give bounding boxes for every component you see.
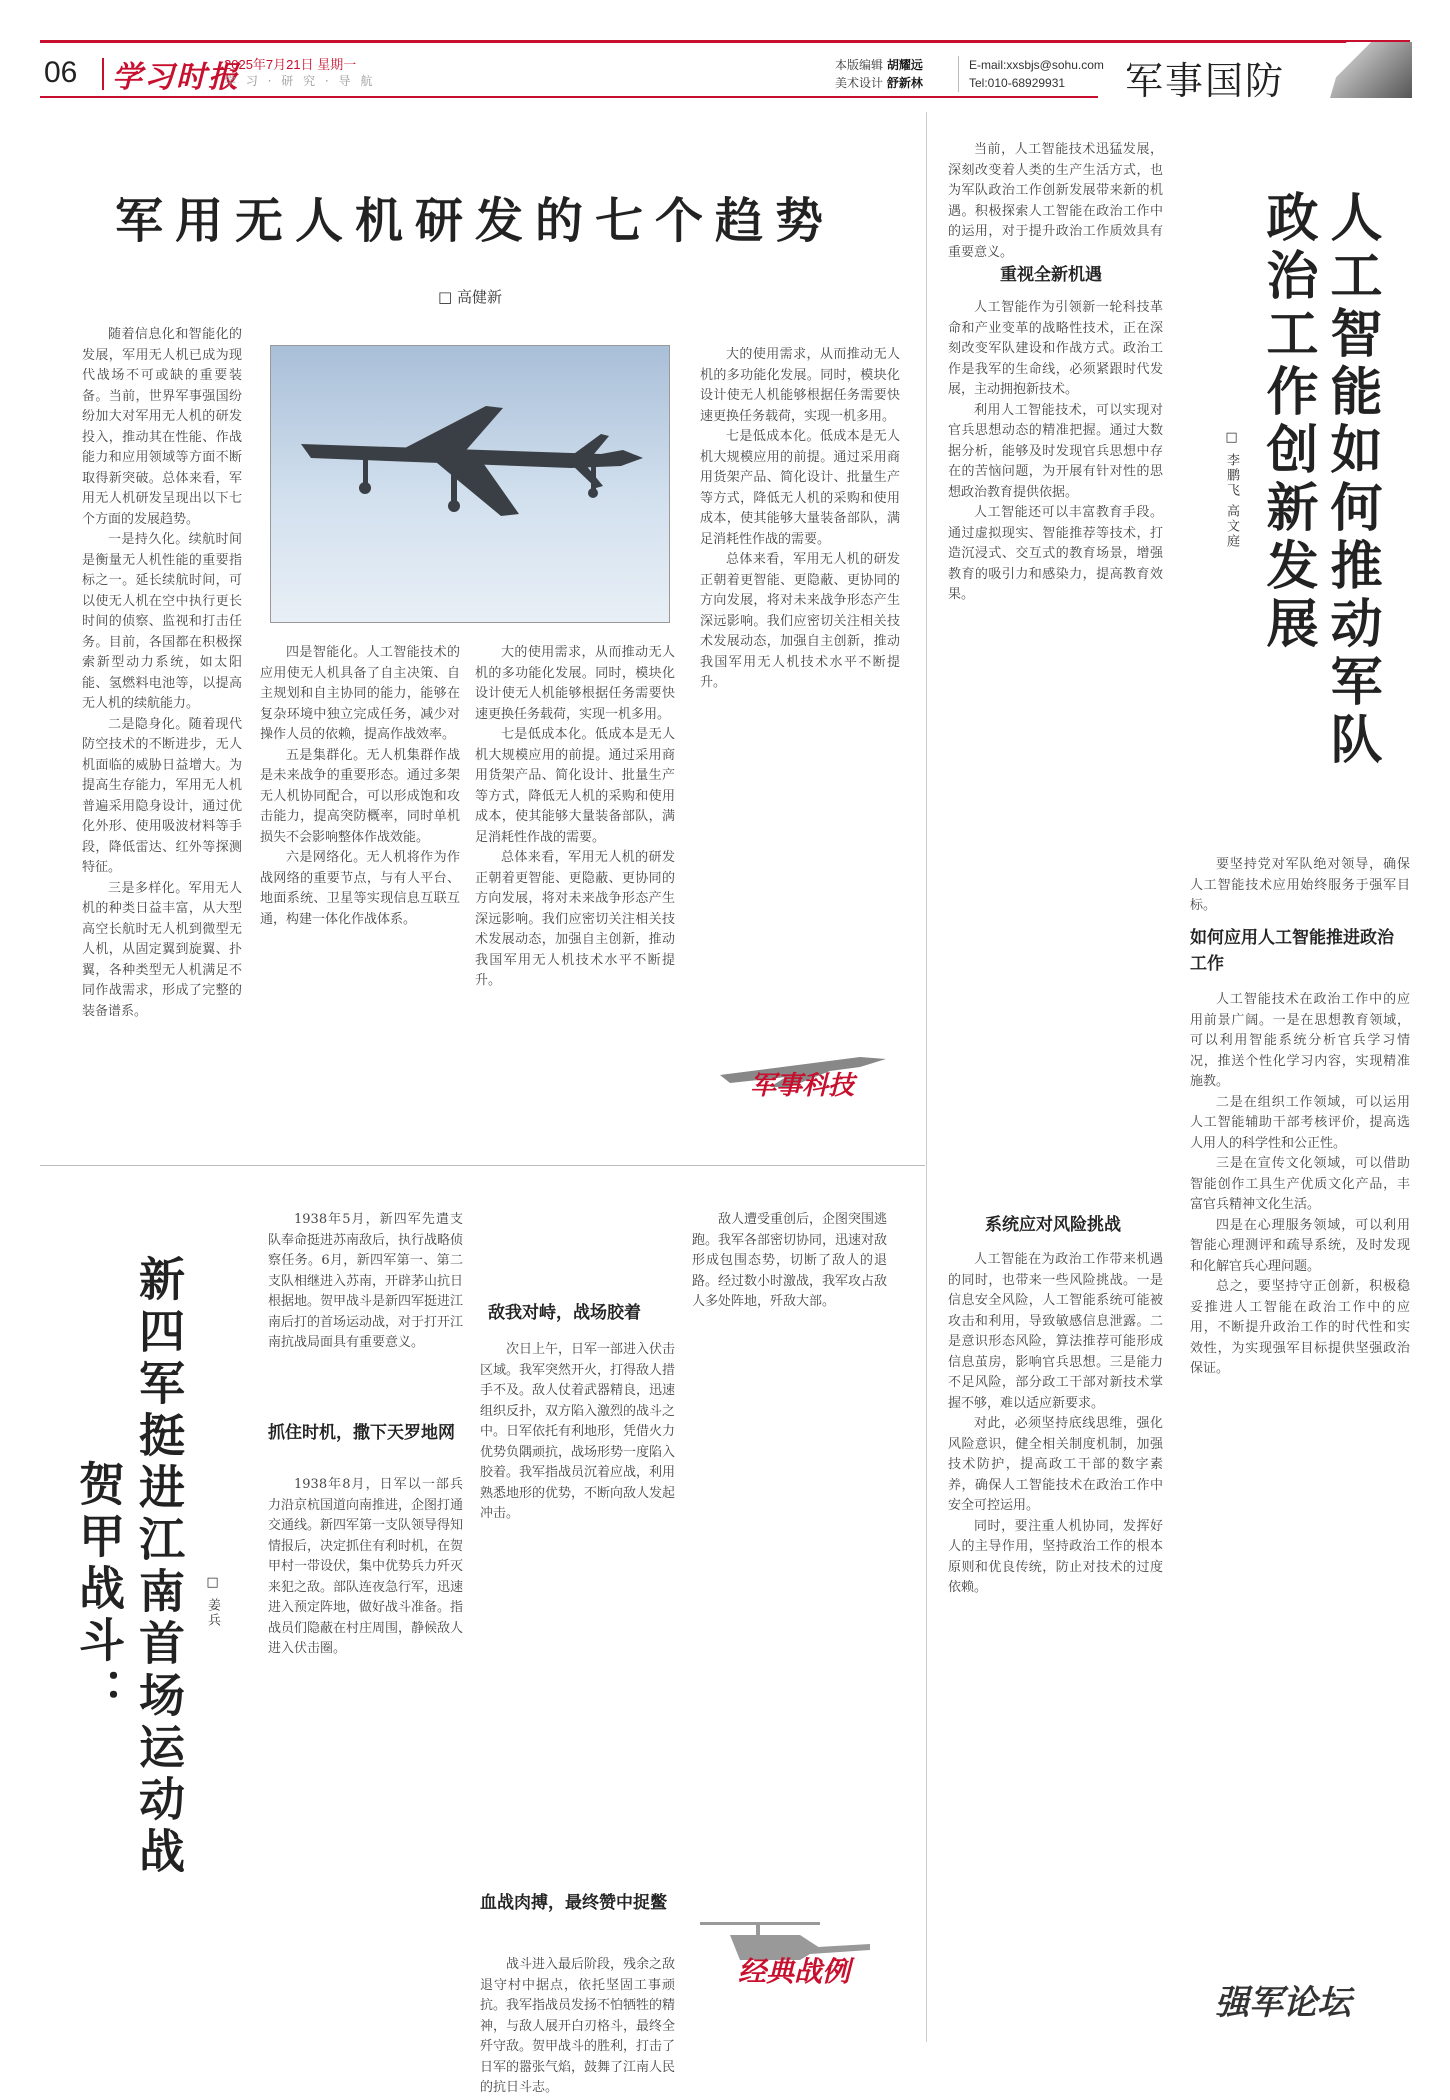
- editor-name: 胡耀远: [886, 58, 923, 72]
- article-n4a-subhead-3: 血战肉搏，最终赞中捉鳖: [480, 1893, 667, 1913]
- article-drone-byline: □ 高健新: [438, 288, 502, 306]
- article-drone-title: 军用无人机研发的七个趋势: [115, 193, 836, 249]
- section-title: 军事国防: [1125, 59, 1286, 103]
- article-ai-intro: 当前，人工智能技术迅猛发展，深刻改变着人类的生产生活方式，也为军队政治工作创新发展带来新的机遇。积极探索人工智能在政治工作中的运用，对于提升政治工作质效具有重要意义。: [948, 142, 1163, 260]
- article-n4a-col3: 敌人遭受重创后，企图突围逃跑。我军各部密切协同，迅速对敌形成包围态势，切断了敌人的退路。经过数小时激战，我军攻占敌人多处阵地，歼敌大部。: [692, 1212, 888, 1309]
- article-drone-col2b: 大的使用需求，从而推动无人机的多功能化发展。同时，模块化设计使无人机能够根据任务需要快速更换任务载荷，实现一机多用。 七是低成本化。低成本是无人机大规模应用的前提。通过采用商用货架产品、简化设计、批量生产等方式，降低无人机的采购和使用成本，使其能够大量装备部队，满足消耗性作战的需要。 总体来看，军用无人机的研发正朝着更智能、更隐蔽、更协同的方向发展，将对未来战争形态产生深远影响。我们应密切关注相关技术发展动态，加强自主创新，推动我国军用无人机技术水平不断提升。: [475, 645, 675, 988]
- masthead-slogan: 学 习 · 研 究 · 导 航: [224, 74, 376, 88]
- article-n4a-title: 新四军挺进江南首场运动战: [132, 1255, 186, 1879]
- article-ai-subhead-2: 系统应对风险挑战: [985, 1215, 1121, 1235]
- editor-label: 本版编辑: [835, 58, 884, 72]
- article-drone-col1: 随着信息化和智能化的发展，军用无人机已成为现代战场不可或缺的重要装备。当前，世界军事强国纷纷加大对军用无人机的研发投入，推动其在性能、作战能力和应用领域等方面不断取得新突破。总体来看，军用无人机研发呈现出以下七个方面的发展趋势。 一是持久化。续航时间是衡量无人机性能的重要指标之一。延长续航时间，可以使无人机在空中执行更长时间的侦察、监视和打击任务。目前，各国都在积极探索新型动力系统，如太阳能、氢燃料电池等，以提高无人机的续航能力。 二是隐身化。随着现代防空技术的不断进步，无人机面临的威胁日益增大。为提高生存能力，军用无人机普遍采用隐身设计，通过优化外形、使用吸波材料等手段，降低雷达、红外等探测特征。 三是多样化。军用无人机的种类日益丰富，从大型高空长航时无人机到微型无人机，从固定翼到旋翼、扑翼，各种类型无人机满足不同作战需求，形成了完整的装备谱系。: [82, 327, 242, 1019]
- drone-silhouette-icon: [271, 346, 671, 624]
- designer-label: 美术设计: [835, 76, 884, 90]
- issue-date: 2025年7月21日 星期一: [224, 57, 357, 72]
- article-ai-col2-top: 要坚持党对军队绝对领导，确保人工智能技术应用始终服务于强军目标。: [1190, 857, 1410, 913]
- article-n4a-intro: 1938年5月，新四军先遣支队奉命挺进苏南敌后，执行战略侦察任务。6月，新四军第一、第二支队相继进入苏南，开辟茅山抗日根据地。贺甲战斗是新四军挺进江南后打的首场运动战，对于打开江南抗战局面具有重要意义。: [268, 1212, 464, 1350]
- article-n4a-body-3: 战斗进入最后阶段，残余之敌退守村中据点，依托坚固工事顽抗。我军指战员发扬不怕牺牲的精神，与敌人展开白刃格斗，最终全歼守敌。贺甲战斗的胜利，打击了日军的嚣张气焰，鼓舞了江南人民的抗日斗志。: [480, 1957, 676, 2095]
- military-tech-logo-text: 军事科技: [750, 1071, 855, 1101]
- article-ai-subhead-3: 如何应用人工智能推进政治工作: [1190, 928, 1394, 974]
- article-n4a-subtitle: 贺甲战斗：: [72, 1460, 126, 1720]
- header-bottom-rule: [40, 96, 1098, 98]
- article-ai-title: 人工智能如何推动军队政治工作创新发展: [1257, 190, 1382, 770]
- contact-email[interactable]: E-mail:xxsbjs@sohu.com: [969, 58, 1104, 72]
- column-divider: [926, 112, 927, 2042]
- contact-info: [958, 56, 1104, 92]
- header-top-rule: [40, 40, 1410, 43]
- header-divider: [102, 58, 104, 90]
- military-tech-logo: [710, 1035, 890, 1105]
- drone-photo: [270, 345, 670, 623]
- article-n4a-subhead-1: 抓住时机，撒下天罗地网: [268, 1423, 455, 1443]
- article-drone-col2: 四是智能化。人工智能技术的应用使无人机具备了自主决策、自主规划和自主协同的能力，能够在复杂环境中独立完成任务，减少对操作人员的依赖，提高作战效率。 五是集群化。无人机集群作战是未来战争的重要形态。通过多架无人机协同配合，可以形成饱和攻击能力，提高突防概率，同时单机损失不会影响整体作战效能。 六是网络化。无人机将作为作战网络的重要节点，与有人平台、地面系统、卫星等实现信息互联互通，构建一体化作战体系。: [260, 645, 460, 927]
- masthead-logo: 学习时报: [112, 60, 240, 95]
- designer-name: 舒新林: [886, 76, 923, 90]
- article-ai-body-1: 人工智能作为引领新一轮科技革命和产业变革的战略性技术，正在深刻改变军队建设和作战方式。政治工作是我军的生命线，必须紧跟时代发展，主动拥抱新技术。 利用人工智能技术，可以实现对官兵思想动态的精准把握。通过大数据分析，能够及时发现官兵思想中存在的苦恼问题，为开展有针对性的思想政治教育提供依据。 人工智能还可以丰富教育手段。通过虚拟现实、智能推荐等技术，打造沉浸式、交互式的教育场景，增强教育的吸引力和感染力，提高教育效果。: [948, 300, 1163, 602]
- strong-army-forum-logo-text: 强军论坛: [1215, 1983, 1351, 2023]
- editor-credits: [835, 56, 923, 92]
- article-ai-byline: □ 李鹏飞 高文庭: [1224, 430, 1239, 550]
- classic-battles-logo: [690, 1910, 890, 1990]
- article-ai-subhead-1: 重视全新机遇: [1000, 265, 1102, 285]
- article-ai-body-3: 人工智能技术在政治工作中的应用前景广阔。一是在思想教育领域，可以利用智能系统分析官兵学习情况，推送个性化学习内容，实现精准施教。 二是在组织工作领域，可以运用人工智能辅助干部考核评价，提高选人用人的科学性和公正性。 三是在宣传文化领域，可以借助智能创作工具生产优质文化产品，丰富官兵精神文化生活。 四是在心理服务领域，可以利用智能心理测评和疏导系统，及时发现和化解官兵心理问题。 总之，要坚持守正创新，积极稳妥推进人工智能在政治工作中的应用，不断提升政治工作的时代性和实效性，为实现强军目标提供坚强政治保证。: [1190, 992, 1410, 1376]
- article-n4a-byline: □ 姜兵: [205, 1575, 220, 1629]
- classic-battles-logo-text: 经典战例: [738, 1955, 851, 1988]
- page-number: 06: [44, 56, 78, 89]
- section-decoration-icon: [1330, 42, 1412, 98]
- article-ai-body-2: 人工智能在为政治工作带来机遇的同时，也带来一些风险挑战。一是信息安全风险，人工智能系统可能被攻击和利用，导致敏感信息泄露。二是意识形态风险，算法推荐可能形成信息茧房，影响官兵思想。三是能力不足风险，部分政工干部对新技术掌握不够，难以适应新要求。 对此，必须坚持底线思维，强化风险意识，健全相关制度机制，加强技术防护，提高政工干部的数字素养，确保人工智能技术在政治工作中安全可控运用。 同时，要注重人机协同，发挥好人的主导作用，坚持政治工作的根本原则和优良传统，防止对技术的过度依赖。: [948, 1252, 1163, 1595]
- strong-army-forum-logo: [1215, 1965, 1385, 2035]
- article-n4a-body-2: 次日上午，日军一部进入伏击区域。我军突然开火，打得敌人措手不及。敌人仗着武器精良，迅速组织反扑，双方陷入激烈的战斗之中。日军依托有利地形，凭借火力优势负隅顽抗，战场形势一度陷入胶着。我军指战员沉着应战，利用熟悉地形的优势，不断向敌人发起冲击。: [480, 1342, 676, 1521]
- article-drone-col3: 大的使用需求，从而推动无人机的多功能化发展。同时，模块化设计使无人机能够根据任务需要快速更换任务载荷，实现一机多用。 七是低成本化。低成本是无人机大规模应用的前提。通过采用商用货架产品、简化设计、批量生产等方式，降低无人机的采购和使用成本，使其能够大量装备部队，满足消耗性作战的需要。 总体来看，军用无人机的研发正朝着更智能、更隐蔽、更协同的方向发展，将对未来战争形态产生深远影响。我们应密切关注相关技术发展动态，加强自主创新，推动我国军用无人机技术水平不断提升。: [700, 347, 900, 690]
- contact-tel: Tel:010-68929931: [969, 76, 1066, 90]
- article-n4a-subhead-2: 敌我对峙，战场胶着: [488, 1303, 641, 1323]
- article-n4a-body-1: 1938年8月，日军以一部兵力沿京杭国道向南推进，企图打通交通线。新四军第一支队领导得知情报后，决定抓住有利时机，在贺甲村一带设伏，集中优势兵力歼灭来犯之敌。部队连夜急行军，迅速进入预定阵地，做好战斗准备。指战员们隐蔽在村庄周围，静候敌人进入伏击圈。: [268, 1477, 464, 1656]
